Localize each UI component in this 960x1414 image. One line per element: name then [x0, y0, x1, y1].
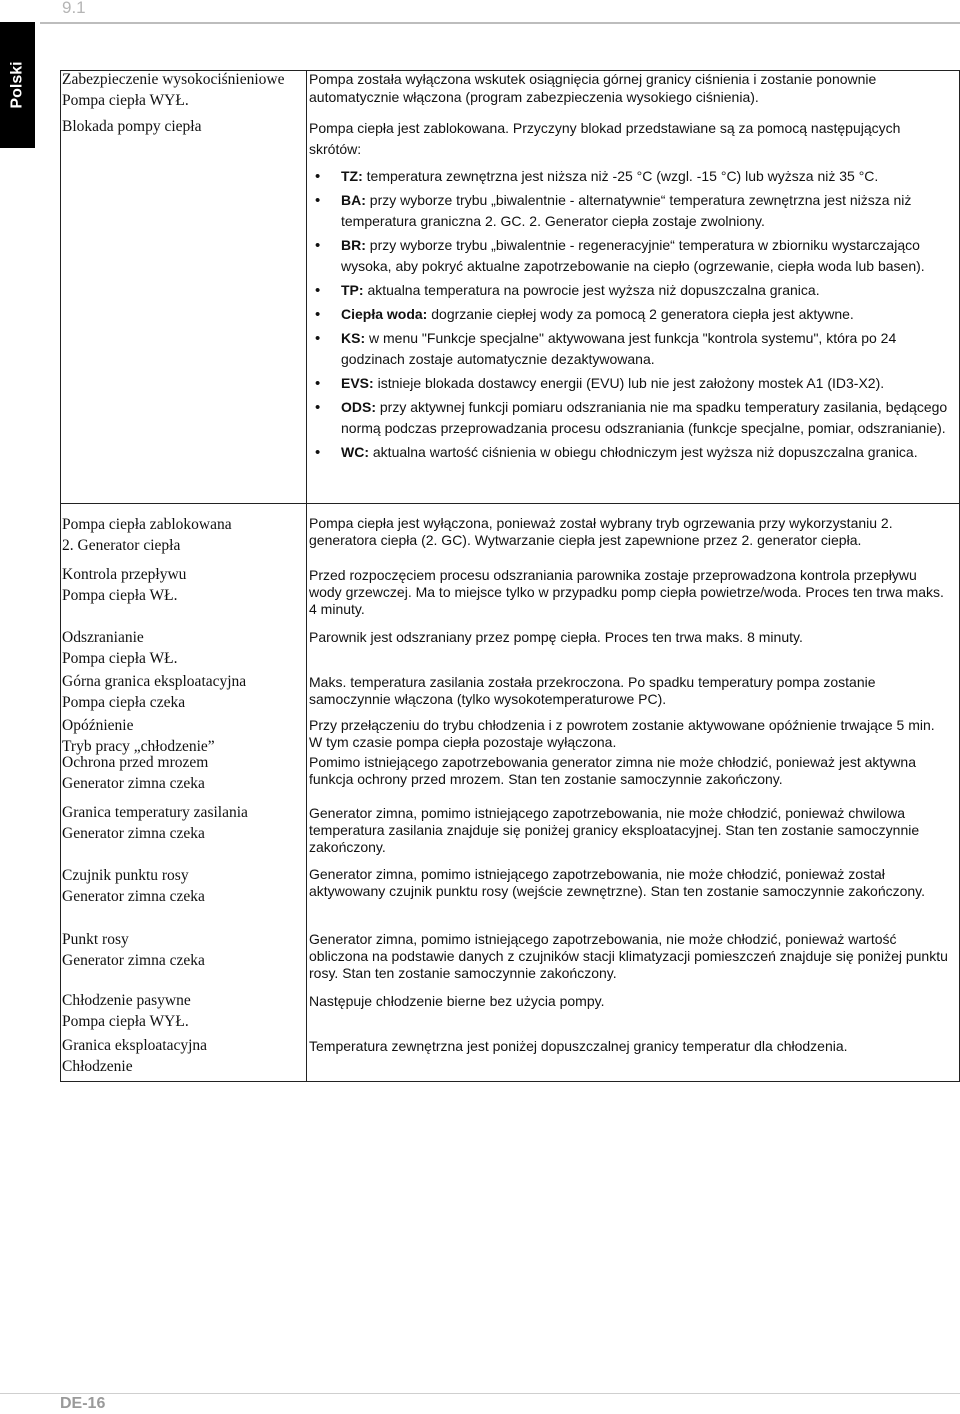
label-line: 2. Generator ciepła — [62, 537, 181, 554]
list-item — [341, 442, 949, 463]
label-line: Pompa ciepła WYŁ. — [62, 1013, 189, 1030]
label-line: Ochrona przed mrozem — [62, 754, 209, 771]
reason-code: WC: — [341, 444, 369, 460]
label-line: Generator zimna czeka — [62, 775, 205, 792]
reason-text: aktualna wartość ciśnienia w obiegu chłodniczym jest wyższa niż dopuszczalna granica. — [369, 444, 918, 460]
reason-code: EVS: — [341, 375, 374, 391]
column-divider — [306, 70, 307, 1082]
label-line: Pompa ciepła WŁ. — [62, 587, 178, 604]
blocking-intro: Pompa ciepła jest zablokowana. Przyczyny blokad przedstawiane są za pomocą następujących skrótów: — [309, 120, 901, 157]
row-description: Przed rozpoczęciem procesu odszraniania parownika zostaje przeprowadzona kontrola przepływu wody grzewczej. Ma to miejsce tylko w przypadku pomp ciepła powietrze/woda. Proces ten trwa maks. 4 minuty. — [309, 567, 944, 617]
reason-text: aktualna temperatura na powrocie jest wyższa niż dopuszczalna granica. — [363, 282, 820, 298]
row-description: Następuje chłodzenie bierne bez użycia pompy. — [309, 993, 605, 1009]
row-divider — [60, 503, 960, 504]
label-line: Granica temperatury zasilania — [62, 804, 248, 821]
row-label — [62, 564, 304, 606]
page-code: DE-16 — [60, 1395, 106, 1412]
language-tab-label: Polski — [8, 61, 26, 109]
list-item — [341, 397, 949, 439]
label-line: Generator zimna czeka — [62, 825, 205, 842]
reason-text: przy wyborze trybu „biwalentnie - alternatywnie“ temperatura zewnętrzna jest niższa niż temperatura graniczna 2. GC. 2. Generator ciepła zostaje zwolniony. — [341, 192, 912, 229]
row-label — [62, 69, 304, 111]
header-rule — [40, 22, 960, 24]
row-description: Pomimo istniejącego zapotrzebowania generator zimna nie może chłodzić, ponieważ jest aktywna funkcja ochrony przed mrozem. Stan ten zostanie samoczynnie zakończony. — [309, 754, 916, 787]
label-line: Opóźnienie — [62, 717, 134, 734]
language-tab — [0, 22, 35, 148]
reason-code: TZ: — [341, 168, 363, 184]
reason-text: w menu "Funkcje specjalne" aktywowana jest funkcja "kontrola systemu", która po 24 godzinach zostaje automatycznie dezaktywowana. — [341, 330, 897, 367]
row-description: Pompa została wyłączona wskutek osiągnięcia górnej granicy ciśnienia i zostanie ponownie automatycznie włączona (program zabezpieczenia wysokiego ciśnienia). — [309, 71, 877, 105]
section-number: 9.1 — [62, 0, 86, 17]
reason-text: temperatura zewnętrzna jest niższa niż -25 °C (wzgl. -15 °C) lub wyższa niż 35 °C. — [362, 168, 879, 184]
row-label — [62, 990, 304, 1032]
label-line: Punkt rosy — [62, 931, 129, 948]
list-item — [341, 304, 949, 325]
row-label — [62, 752, 304, 794]
footer-rule — [0, 1393, 960, 1394]
label-line: Chłodzenie — [62, 1058, 133, 1075]
label-line: Kontrola przepływu — [62, 566, 187, 583]
reason-code: TP: — [341, 282, 364, 298]
row-description: Generator zimna, pomimo istniejącego zapotrzebowania, nie może chłodzić, ponieważ został aktywowany czujnik punktu rosy (wejście zewnętrzne). Stan ten zostanie samoczynnie zakończony. — [309, 866, 926, 899]
reason-code: KS: — [341, 330, 366, 346]
label-line: Generator zimna czeka — [62, 888, 205, 905]
row-description: Maks. temperatura zasilania została przekroczona. Po spadku temperatury pompa zostanie samoczynnie włączona (tylko wysokotemperaturowe PC). — [309, 674, 876, 707]
row-description: Temperatura zewnętrzna jest poniżej dopuszczalnej granicy temperatur dla chłodzenia. — [309, 1038, 848, 1054]
label-line: Pompa ciepła WYŁ. — [62, 92, 189, 109]
reason-text: przy wyborze trybu „biwalentnie - regeneracyjnie“ temperatura w zbiorniku wystarczająco wysoka, aby pokryć aktualne zapotrzebowanie na ciepło (ogrzewanie, ciepła woda lub basen). — [341, 237, 925, 274]
reason-text: dogrzanie ciepłej wody za pomocą 2 generatora ciepła jest aktywne. — [427, 306, 854, 322]
label-line: Blokada pompy ciepła — [62, 118, 202, 135]
row-label — [62, 802, 304, 844]
label-line: Zabezpieczenie wysokociśnieniowe — [62, 71, 285, 88]
list-item — [341, 166, 949, 187]
row-label — [62, 865, 304, 907]
list-item — [341, 373, 949, 394]
row-description: Przy przełączeniu do trybu chłodzenia i z powrotem zostanie aktywowane opóźnienie trwające 5 min. W tym czasie pompa ciepła pozostaje wyłączona. — [309, 717, 935, 750]
row-description: Parownik jest odszraniany przez pompę ciepła. Proces ten trwa maks. 8 minuty. — [309, 629, 803, 645]
row-description — [309, 118, 949, 466]
reason-code: Ciepła woda: — [341, 306, 428, 322]
label-line: Chłodzenie pasywne — [62, 992, 191, 1009]
label-line: Odszranianie — [62, 629, 144, 646]
reason-text: przy aktywnej funkcji pomiaru odszraniania nie ma spadku temperatury zasilania, będącego normą podczas przeprowadzania procesu odszraniania (funkcje specjalne, pomiar, odszranianie). — [341, 399, 948, 436]
row-label — [62, 116, 304, 137]
reason-code: ODS: — [341, 399, 376, 415]
label-line: Pompa ciepła zablokowana — [62, 516, 232, 533]
label-line: Czujnik punktu rosy — [62, 867, 189, 884]
label-line: Pompa ciepła WŁ. — [62, 650, 178, 667]
label-line: Tryb pracy „chłodzenie” — [62, 738, 215, 755]
label-line: Górna granica eksploatacyjna — [62, 673, 247, 690]
reason-code: BA: — [341, 192, 366, 208]
row-label — [62, 715, 304, 757]
row-description: Pompa ciepła jest wyłączona, ponieważ został wybrany tryb ogrzewania przy wykorzystaniu 2. generatora ciepła (2. GC). Wytwarzanie ciepła jest zapewnione przez 2. generator ciepła. — [309, 515, 893, 548]
row-label — [62, 671, 304, 713]
row-label — [62, 514, 304, 556]
row-label — [62, 627, 304, 669]
reason-text: istnieje blokada dostawcy energii (EVU) lub nie jest założony mostek A1 (ID3-X2). — [373, 375, 885, 391]
row-label — [62, 929, 304, 971]
reason-code: BR: — [341, 237, 366, 253]
row-description: Generator zimna, pomimo istniejącego zapotrzebowania, nie może chłodzić, ponieważ chwilowa temperatura zasilania znajduje się poniżej granicy eksploatacyjnej. Stan ten zostanie samoczynnie zakończony. — [309, 805, 920, 855]
list-item — [341, 280, 949, 301]
label-line: Granica eksploatacyjna — [62, 1037, 208, 1054]
list-item — [341, 190, 949, 232]
label-line: Generator zimna czeka — [62, 952, 205, 969]
row-label — [62, 1035, 304, 1077]
label-line: Pompa ciepła czeka — [62, 694, 186, 711]
list-item — [341, 328, 949, 370]
blocking-reasons-list — [309, 166, 949, 463]
row-description: Generator zimna, pomimo istniejącego zapotrzebowania, nie może chłodzić, ponieważ wartość obliczona na podstawie danych z czujników stacji klimatyzacji pomieszczeń znajduje się poniżej punktu rosy. Stan ten zostanie samoczynnie zakończony. — [309, 931, 948, 981]
list-item — [341, 235, 949, 277]
